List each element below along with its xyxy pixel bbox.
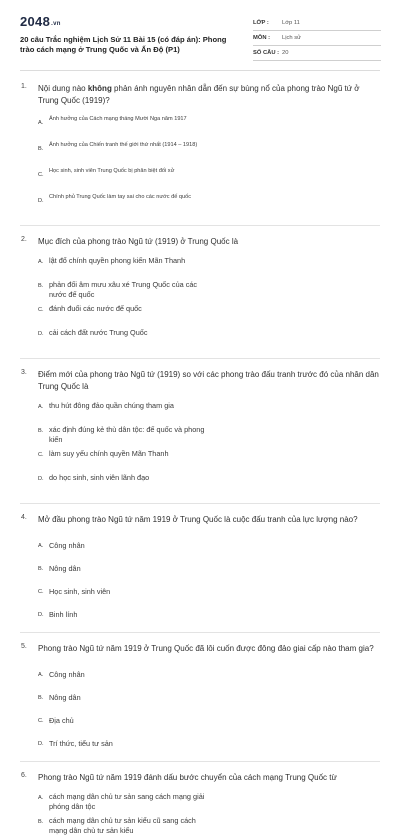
answer-option-d[interactable]: D. Chính phủ Trung Quốc làm tay sai cho các nước đế quốc xyxy=(38,194,192,204)
meta-label: MÔN : xyxy=(253,35,271,41)
question-divider xyxy=(20,225,380,226)
meta-value: Lịch sử xyxy=(282,35,302,41)
question-divider xyxy=(20,358,380,359)
meta-label: LỚP : xyxy=(253,20,269,26)
page-title: 20 câu Trắc nghiệm Lịch Sử 11 Bài 15 (có đáp án): Phong trào cách mạng ở Trung Quốc và Ấn Độ (P1) xyxy=(20,35,227,54)
answer-option-c[interactable]: C. đánh đuổi các nước đế quốc xyxy=(38,304,142,313)
question-divider xyxy=(20,503,380,504)
answer-option-a[interactable]: A. Công nhân xyxy=(38,669,85,679)
question-number: 6. xyxy=(21,772,27,779)
answer-option-a[interactable]: A. cách mạng dân chủ tư sản sang cách mạng giải phóng dân tộc xyxy=(38,792,205,811)
question-number: 3. xyxy=(21,369,27,376)
answer-option-d[interactable]: D. do học sinh, sinh viên lãnh đạo xyxy=(38,473,150,482)
answer-option-b[interactable]: B. xác định đúng kẻ thù dân tộc: đế quốc và phong kiến xyxy=(38,425,205,444)
question-text: Mở đầu phong trào Ngũ tứ năm 1919 ở Trung Quốc là cuộc đấu tranh của lực lượng nào? xyxy=(38,515,358,524)
question-number: 5. xyxy=(21,643,27,650)
answer-option-a[interactable]: A. Công nhân xyxy=(38,540,85,550)
page-header xyxy=(0,0,400,70)
answer-option-b[interactable]: B. Nông dân xyxy=(38,563,81,573)
answer-option-b[interactable]: B. phản đối âm mưu xâu xé Trung Quốc của các nước đế quốc xyxy=(38,280,198,299)
question-divider xyxy=(20,761,380,762)
header-divider xyxy=(20,70,380,71)
meta-class xyxy=(253,16,381,31)
answer-options xyxy=(38,792,380,840)
answer-option-d[interactable]: D. Trí thức, tiểu tư sản xyxy=(38,738,113,748)
site-logo[interactable]: 2048.vn xyxy=(20,14,61,29)
answer-option-d[interactable]: D. Binh lính xyxy=(38,609,78,619)
answer-option-b[interactable]: B. Ảnh hưởng của Chiến tranh thế giới thứ nhất (1914 – 1918) xyxy=(38,142,198,152)
question-5 xyxy=(0,643,400,755)
question-emphasis: không xyxy=(87,84,112,93)
meta-question-count xyxy=(253,46,381,61)
meta-label: SỐ CÂU : xyxy=(253,50,280,56)
answer-options xyxy=(38,115,380,219)
answer-option-a[interactable]: A. Ảnh hưởng của Cách mạng tháng Mười Nga năm 1917 xyxy=(38,116,187,126)
answer-option-c[interactable]: C. làm suy yếu chính quyền Mãn Thanh xyxy=(38,449,169,458)
question-list xyxy=(0,83,400,840)
question-text: Điểm mới của phong trào Ngũ tứ (1919) so với các phong trào đấu tranh trước đó của nhân dân Trung Quốc là xyxy=(38,370,379,391)
answer-options xyxy=(38,663,380,755)
question-2 xyxy=(0,236,400,352)
answer-options xyxy=(38,534,380,626)
answer-option-b[interactable]: B. cách mạng dân chủ tư sản kiểu cũ sang cách mạng dân chủ tư sản kiểu xyxy=(38,816,196,835)
question-number: 4. xyxy=(21,514,27,521)
answer-option-b[interactable]: B. Nông dân xyxy=(38,692,81,702)
answer-option-c[interactable]: C. Học sinh, sinh viên Trung Quốc bị phân biệt đối xử xyxy=(38,168,175,178)
question-4 xyxy=(0,514,400,626)
question-number: 1. xyxy=(21,83,27,90)
answer-options xyxy=(38,401,380,497)
quiz-meta xyxy=(253,16,381,61)
question-text: Phong trào Ngũ tứ năm 1919 ở Trung Quốc đã lôi cuốn được đông đảo giai cấp nào tham gia? xyxy=(38,644,374,653)
question-3 xyxy=(0,369,400,497)
question-text: Nội dung nào không phản ánh nguyên nhân dẫn đến sự bùng nổ của phong trào Ngũ tứ ở Trung Quốc (1919)? xyxy=(38,84,360,105)
meta-subject xyxy=(253,31,381,46)
question-text: Phong trào Ngũ tứ năm 1919 đánh dấu bước chuyển của cách mạng Trung Quốc từ xyxy=(38,773,337,782)
question-1 xyxy=(0,83,400,219)
answer-options xyxy=(38,256,380,352)
answer-option-d[interactable]: D. cải cách đất nước Trung Quốc xyxy=(38,328,148,337)
answer-option-a[interactable]: A. thu hút đông đảo quần chúng tham gia xyxy=(38,401,174,410)
question-text: Mục đích của phong trào Ngũ tứ (1919) ở Trung Quốc là xyxy=(38,237,239,246)
meta-value: Lớp 11 xyxy=(282,20,300,26)
answer-option-a[interactable]: A. lật đổ chính quyền phong kiến Mãn Thanh xyxy=(38,256,186,265)
answer-option-c[interactable]: C. Học sinh, sinh viên xyxy=(38,586,111,596)
answer-option-c[interactable]: C. Địa chủ xyxy=(38,715,74,725)
question-6 xyxy=(0,772,400,840)
question-divider xyxy=(20,632,380,633)
question-number: 2. xyxy=(21,236,27,243)
meta-value: 20 xyxy=(282,50,289,56)
